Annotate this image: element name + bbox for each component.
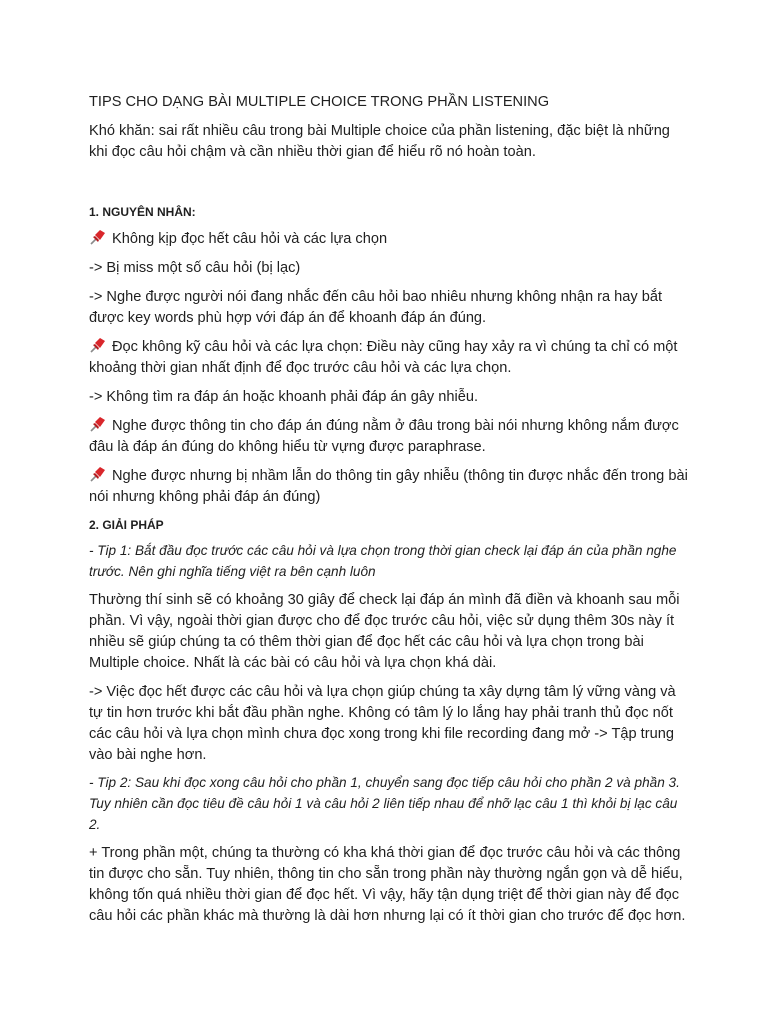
pushpin-icon bbox=[89, 466, 107, 482]
document-body bbox=[89, 92, 689, 927]
cause-item-5: -> Không tìm ra đáp án hoặc khoanh phải đáp án gây nhiễu. bbox=[89, 389, 479, 405]
cause-item-1 bbox=[89, 229, 689, 250]
section-heading-solutions: 2. GIẢI PHÁP bbox=[89, 518, 164, 532]
solution-paragraph-1: Thường thí sinh sẽ có khoảng 30 giây để check lại đáp án mình đã điền và khoanh sau mỗi phần. Vì vậy, ngoài thời gian được cho để đọc trước câu hỏi, việc sử dụng thêm 30s này ít nhiều sẽ giúp chúng ta có thêm thời gian để đọc hết các câu hỏi và lựa chọn trong bài Multiple choice. Nhất là các bài có câu hỏi và lựa chọn khá dài. bbox=[89, 592, 680, 671]
solution-paragraph-3: + Trong phần một, chúng ta thường có kha khá thời gian để đọc trước câu hỏi và các thông tin được cho sẵn. Tuy nhiên, thông tin cho sẵn trong phần này thường ngắn gọn và dễ hiểu, không tốn quá nhiều thời gian để đọc hết. Vì vậy, hãy tận dụng triệt để thời gian này để đọc câu hỏi các phần khác mà thường là dài hơn nhưng lại có ít thời gian cho trước để đọc hơn. bbox=[89, 845, 686, 924]
pushpin-icon bbox=[89, 416, 107, 432]
cause-item-4-text: Đọc không kỹ câu hỏi và các lựa chọn: Điều này cũng hay xảy ra vì chúng ta chỉ có một khoảng thời gian nhất định để đọc trước câu hỏi và các lựa chọn. bbox=[89, 339, 678, 376]
document-title: TIPS CHO DẠNG BÀI MULTIPLE CHOICE TRONG PHẦN LISTENING bbox=[89, 94, 550, 110]
section-heading-causes: 1. NGUYÊN NHÂN: bbox=[89, 205, 196, 219]
cause-item-7 bbox=[89, 466, 689, 508]
cause-item-3: -> Nghe được người nói đang nhắc đến câu hỏi bao nhiêu nhưng không nhận ra hay bắt được key words phù hợp với đáp án để khoanh đáp án đúng. bbox=[89, 289, 663, 326]
solution-paragraph-2: -> Việc đọc hết được các câu hỏi và lựa chọn giúp chúng ta xây dựng tâm lý vững vàng và tự tin hơn trước khi bắt đầu phần nghe. Không có tâm lý lo lắng hay phải tranh thủ đọc nốt các câu hỏi và lựa chọn mình chưa đọc xong trong khi file recording đang mở -> Tập trung vào bài nghe hơn. bbox=[89, 684, 676, 763]
pushpin-icon bbox=[89, 229, 107, 245]
cause-item-4 bbox=[89, 337, 689, 379]
pushpin-icon bbox=[89, 337, 107, 353]
intro-paragraph: Khó khăn: sai rất nhiều câu trong bài Multiple choice của phần listening, đặc biệt là những khi đọc câu hỏi chậm và cần nhiều thời gian để hiểu rõ nó hoàn toàn. bbox=[89, 123, 670, 160]
cause-item-6 bbox=[89, 416, 689, 458]
cause-item-6-text: Nghe được thông tin cho đáp án đúng nằm ở đâu trong bài nói nhưng không nắm được đâu là đáp án đúng do không hiểu từ vựng được paraphrase. bbox=[89, 418, 679, 455]
tip-2: - Tip 2: Sau khi đọc xong câu hỏi cho phần 1, chuyển sang đọc tiếp câu hỏi cho phần 2 và phần 3. Tuy nhiên cần đọc tiêu đề câu hỏi 1 và câu hỏi 2 liên tiếp nhau để nhỡ lạc câu 1 thì khỏi bị lạc câu 2. bbox=[89, 775, 680, 832]
tip-1: - Tip 1: Bắt đầu đọc trước các câu hỏi và lựa chọn trong thời gian check lại đáp án của phần nghe trước. Nên ghi nghĩa tiếng việt ra bên cạnh luôn bbox=[89, 543, 677, 579]
cause-item-7-text: Nghe được nhưng bị nhầm lẫn do thông tin gây nhiễu (thông tin được nhắc đến trong bài nói nhưng không phải đáp án đúng) bbox=[89, 468, 688, 505]
cause-item-2: -> Bị miss một số câu hỏi (bị lạc) bbox=[89, 260, 301, 276]
cause-item-1-text: Không kịp đọc hết câu hỏi và các lựa chọn bbox=[112, 231, 388, 247]
